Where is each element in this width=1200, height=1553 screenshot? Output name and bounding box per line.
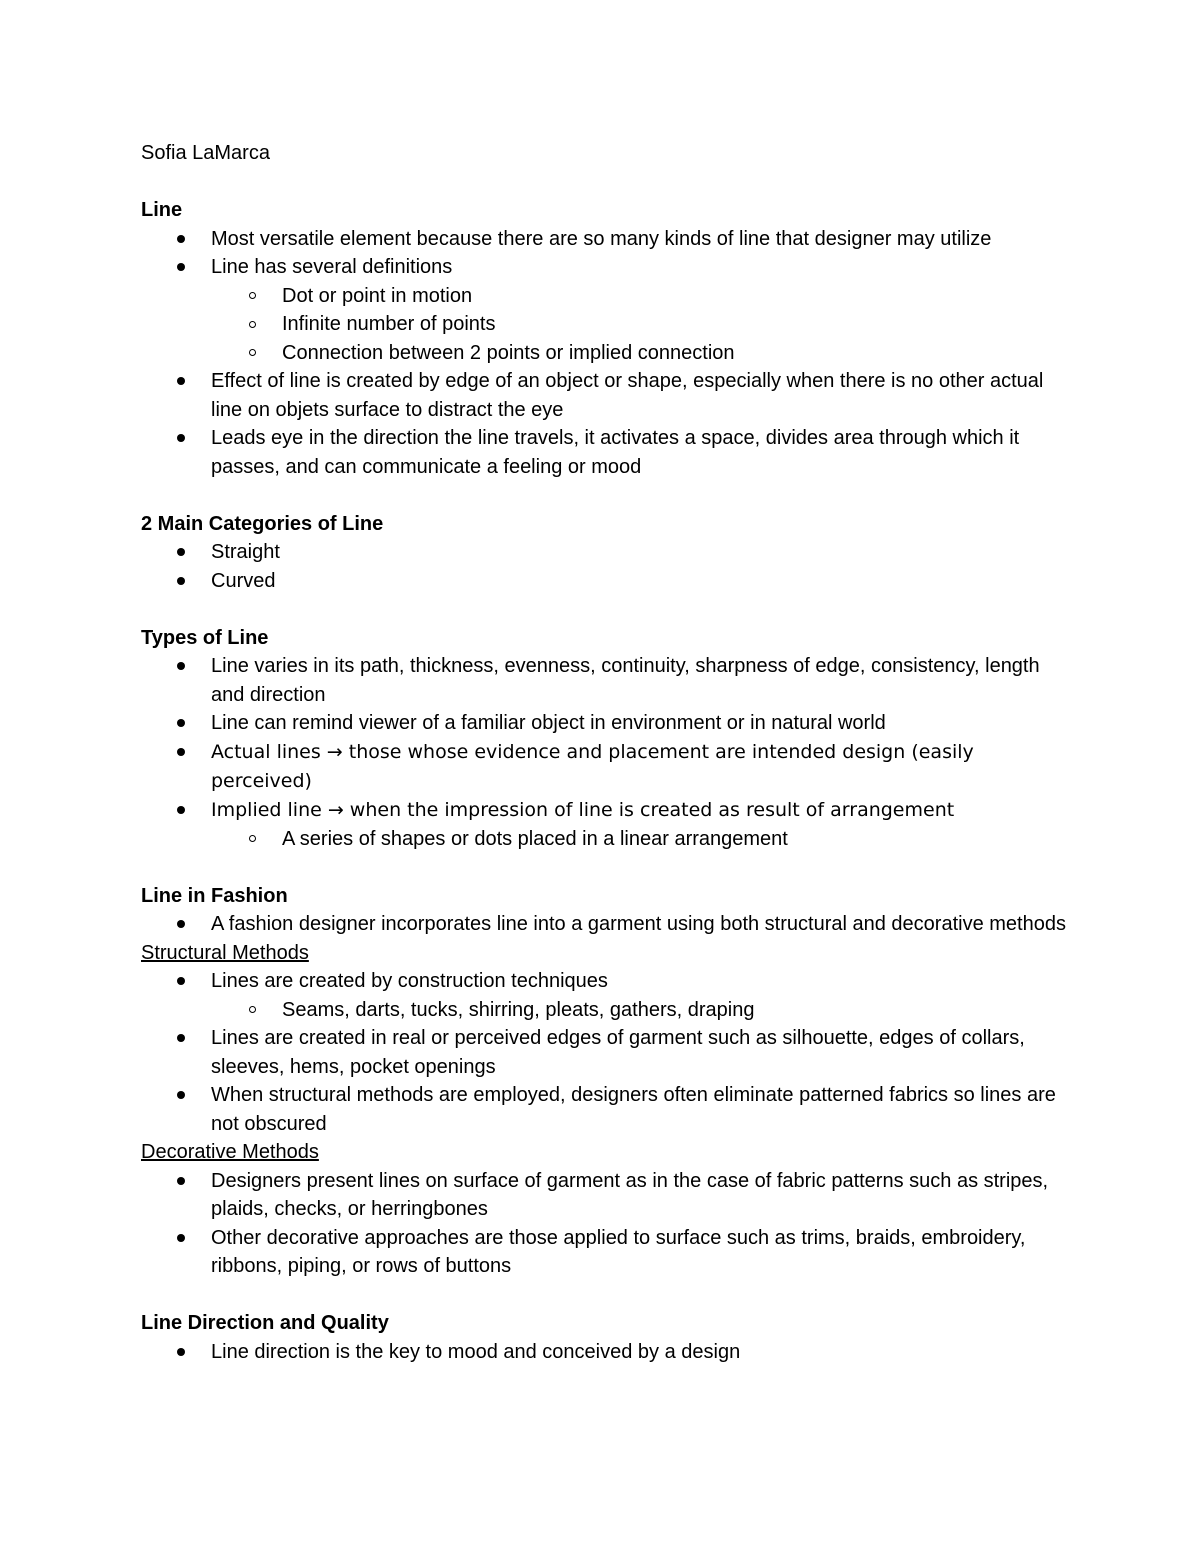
bullet-disc-icon <box>177 253 185 282</box>
list-item: Line varies in its path, thickness, evenness, continuity, sharpness of edge, consistency, length and direction <box>141 652 1071 709</box>
sub-list-item: Seams, darts, tucks, shirring, pleats, gathers, draping <box>141 996 1071 1025</box>
section-heading-types: Types of Line <box>141 626 269 649</box>
bullet-circle-icon <box>249 996 256 1025</box>
spacer <box>141 853 1071 882</box>
list-item: Actual lines → those whose evidence and placement are intended design (easily perceived) <box>141 738 1071 796</box>
line-bullet-list <box>141 225 1071 482</box>
sub-list-item: Dot or point in motion <box>141 282 1071 311</box>
list-item: Line has several definitions <box>141 253 1071 282</box>
list-item: Lines are created by construction techniques <box>141 967 1071 996</box>
section-heading-line: Line <box>141 199 183 221</box>
author-name: Sofia LaMarca <box>141 142 270 164</box>
bullet-disc-icon <box>177 424 185 453</box>
bullet-circle-icon <box>249 282 256 311</box>
list-item: Line can remind viewer of a familiar object in environment or in natural world <box>141 709 1071 738</box>
sub-list-item: Infinite number of points <box>141 310 1071 339</box>
decorative-methods-label: Decorative Methods <box>141 1141 319 1163</box>
list-item: Lines are created in real or perceived edges of garment such as silhouette, edges of collars, sleeves, hems, pocket openings <box>141 1024 1071 1081</box>
spacer <box>141 595 1071 624</box>
bullet-disc-icon <box>177 367 185 396</box>
list-item: Implied line → when the impression of line is created as result of arrangement <box>141 796 1071 825</box>
spacer <box>141 481 1071 510</box>
types-bullet-list <box>141 652 1071 853</box>
bullet-disc-icon <box>177 567 185 596</box>
bullet-disc-icon <box>177 738 185 767</box>
bullet-disc-icon <box>177 1224 185 1253</box>
sub-list-item: Connection between 2 points or implied connection <box>141 339 1071 368</box>
list-item: Leads eye in the direction the line travels, it activates a space, divides area through which it passes, and can communicate a feeling or mood <box>141 424 1071 481</box>
list-item: Other decorative approaches are those applied to surface such as trims, braids, embroidery, ribbons, piping, or rows of buttons <box>141 1224 1071 1281</box>
fashion-bullet-list <box>141 910 1071 939</box>
bullet-disc-icon <box>177 1167 185 1196</box>
list-item: Straight <box>141 538 1071 567</box>
bullet-disc-icon <box>177 652 185 681</box>
list-item: A fashion designer incorporates line into a garment using both structural and decorative methods <box>141 910 1071 939</box>
bullet-disc-icon <box>177 709 185 738</box>
bullet-circle-icon <box>249 339 256 368</box>
bullet-disc-icon <box>177 967 185 996</box>
section-heading-categories: 2 Main Categories of Line <box>141 512 384 535</box>
direction-bullet-list <box>141 1338 1071 1367</box>
categories-bullet-list <box>141 538 1071 595</box>
list-item: Curved <box>141 567 1071 596</box>
section-heading-direction: Line Direction and Quality <box>141 1312 389 1334</box>
bullet-disc-icon <box>177 910 185 939</box>
structural-bullet-list <box>141 967 1071 1138</box>
list-item: When structural methods are employed, designers often eliminate patterned fabrics so lines are not obscured <box>141 1081 1071 1138</box>
bullet-disc-icon <box>177 1338 185 1367</box>
document-page <box>141 139 1071 1366</box>
bullet-disc-icon <box>177 796 185 825</box>
bullet-disc-icon <box>177 1081 185 1110</box>
decorative-bullet-list <box>141 1167 1071 1281</box>
spacer <box>141 1281 1071 1310</box>
structural-methods-label: Structural Methods <box>141 941 309 964</box>
section-heading-fashion: Line in Fashion <box>141 884 288 907</box>
sub-list-item: A series of shapes or dots placed in a linear arrangement <box>141 825 1071 854</box>
bullet-disc-icon <box>177 1024 185 1053</box>
bullet-disc-icon <box>177 225 185 254</box>
bullet-disc-icon <box>177 538 185 567</box>
list-item: Designers present lines on surface of garment as in the case of fabric patterns such as stripes, plaids, checks, or herringbones <box>141 1167 1071 1224</box>
list-item: Most versatile element because there are so many kinds of line that designer may utilize <box>141 225 1071 254</box>
bullet-circle-icon <box>249 310 256 339</box>
list-item: Line direction is the key to mood and conceived by a design <box>141 1338 1071 1367</box>
spacer <box>141 168 1071 197</box>
list-item: Effect of line is created by edge of an object or shape, especially when there is no other actual line on objets surface to distract the eye <box>141 367 1071 424</box>
bullet-circle-icon <box>249 825 256 854</box>
